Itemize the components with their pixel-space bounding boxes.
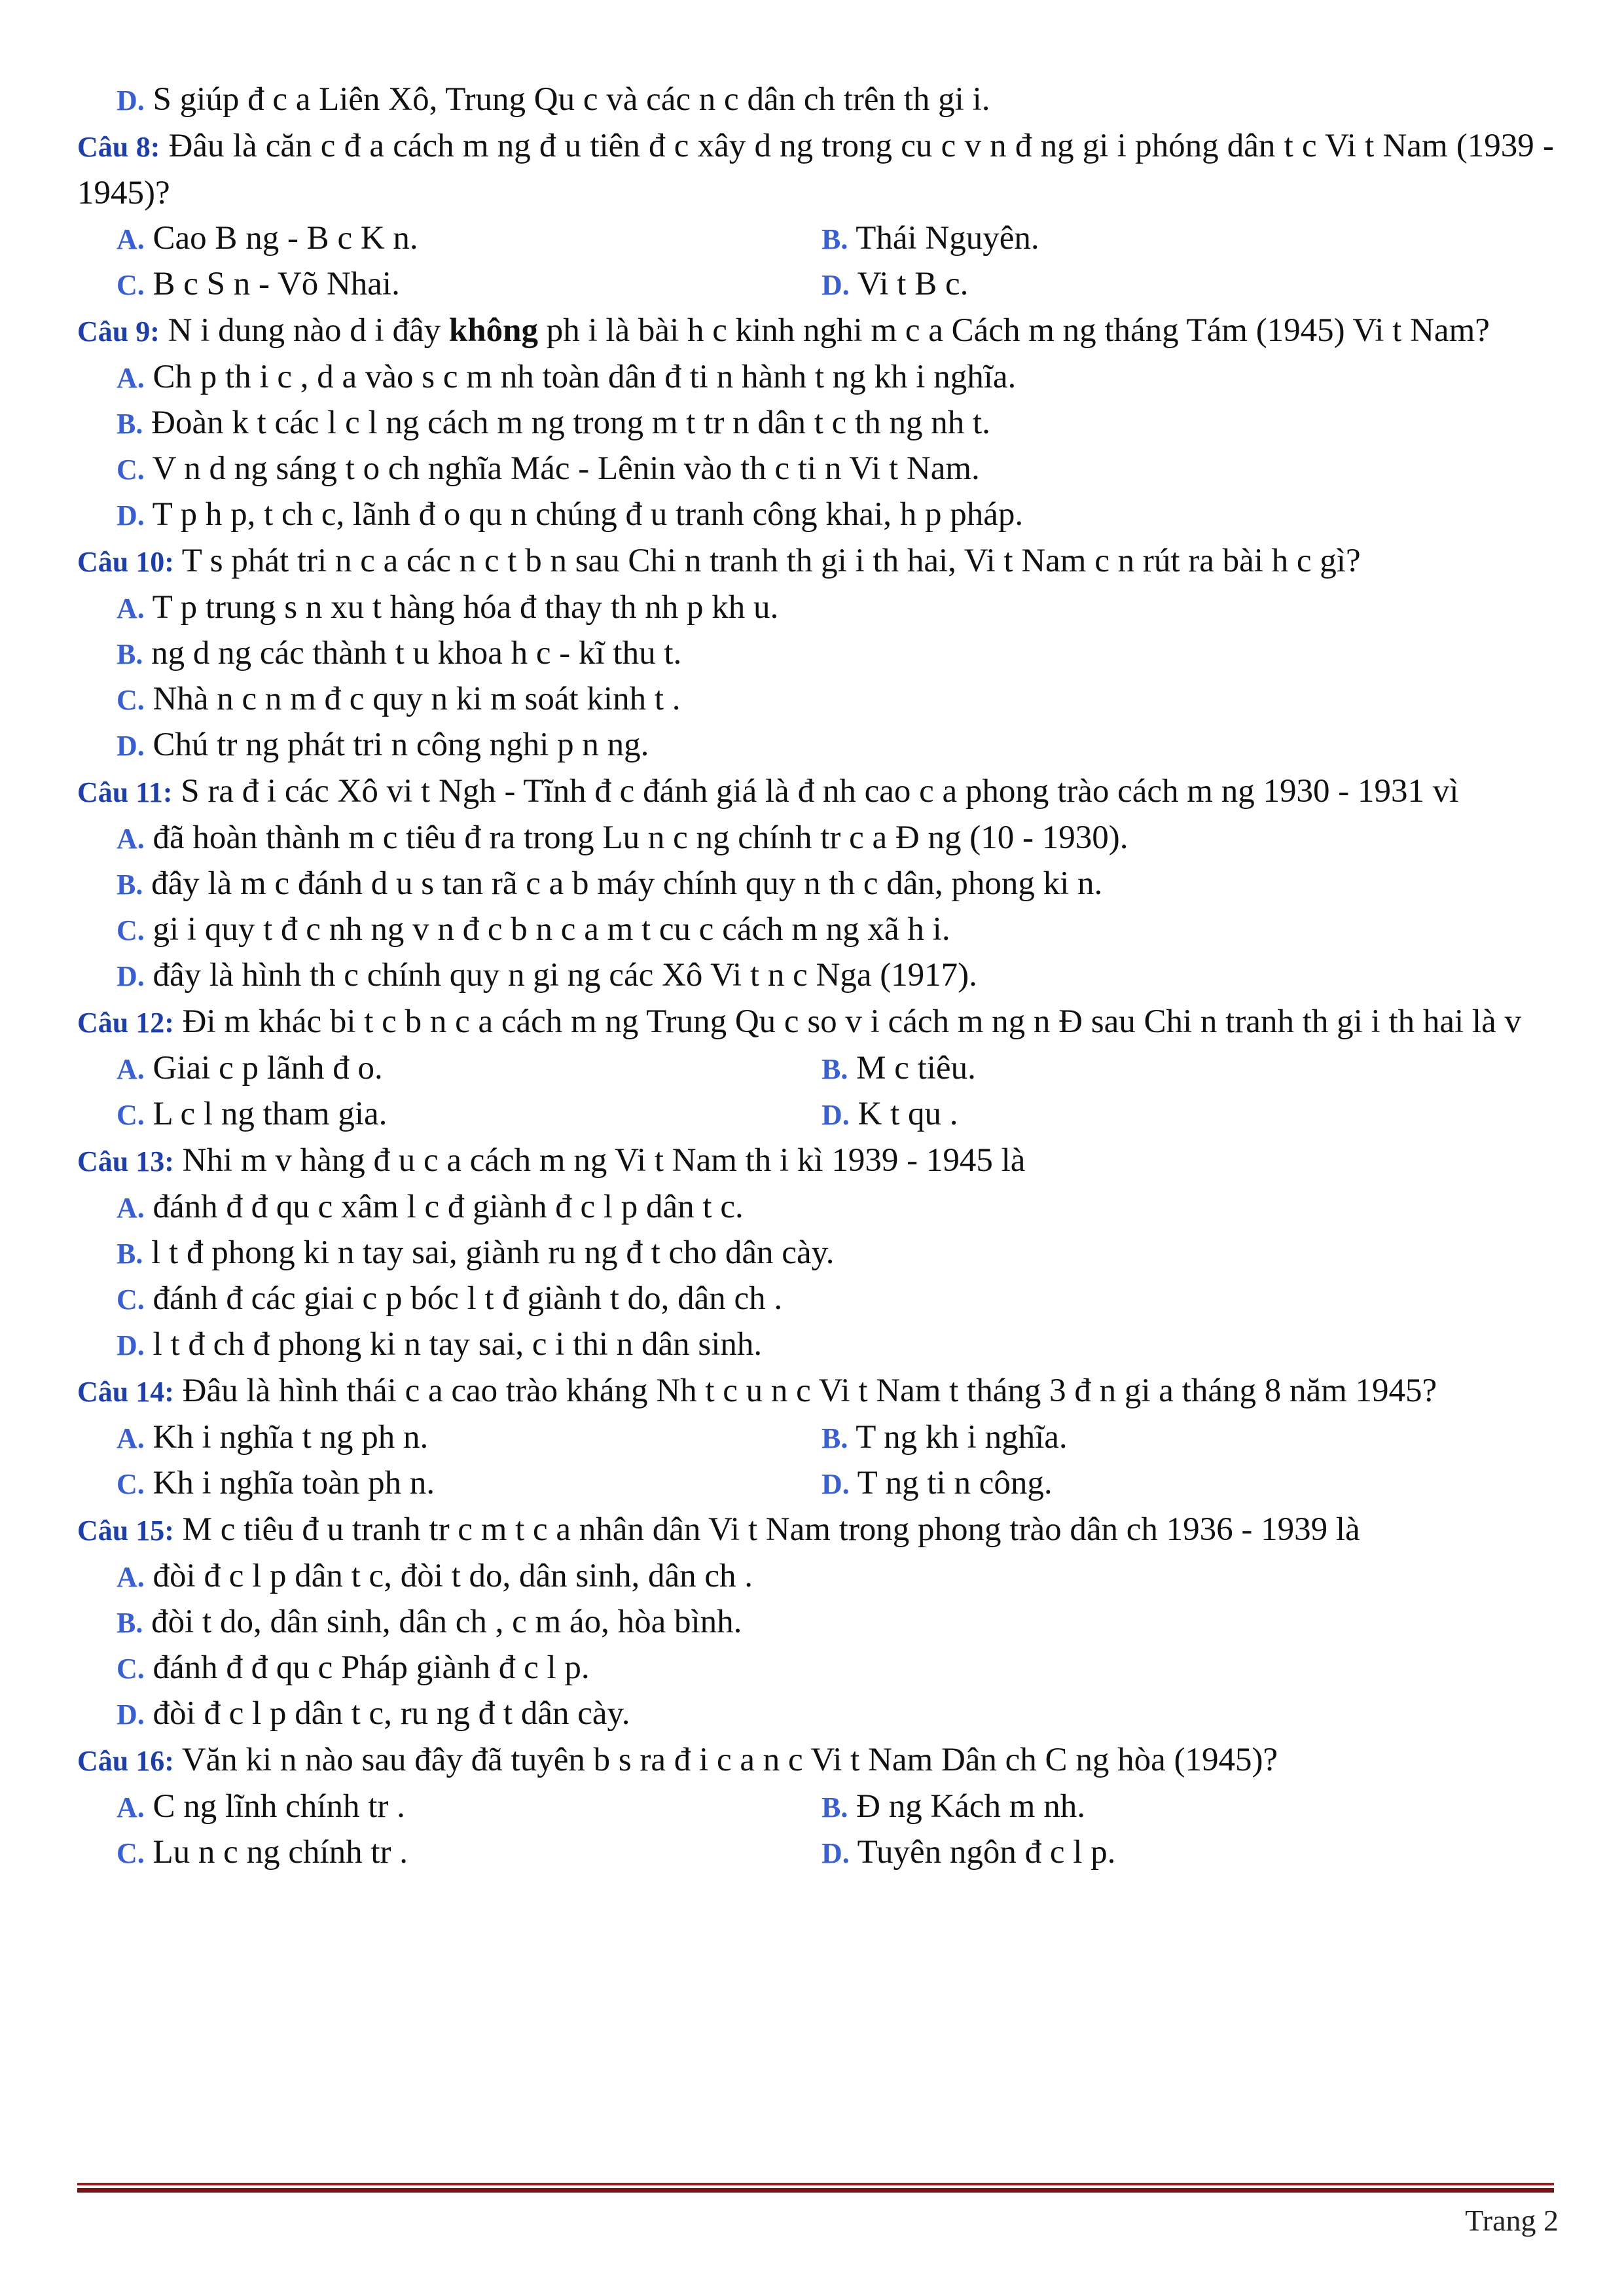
option-d [77,953,1554,999]
option-text: Lu n c ng chính tr . [153,1834,408,1871]
question-label: Câu 10: [77,546,174,578]
option-text: T p trung s n xu t hàng hóa đ thay th nh p kh u. [152,589,779,626]
question-label: Câu 15: [77,1515,174,1547]
option-letter: C. [117,1099,145,1131]
option-text: Giai c p lãnh đ o. [153,1050,383,1086]
option-text: K t qu . [857,1096,958,1132]
option-text: Chú tr ng phát tri n công nghi p n ng. [153,726,649,763]
question-label: Câu 13: [77,1145,174,1177]
page-number: Trang 2 [1465,2204,1559,2237]
option-letter: C. [117,269,145,301]
option-b [821,1415,1554,1461]
option-a [77,585,1554,631]
option-letter: B. [117,1238,143,1270]
option-text: L c l ng tham gia. [153,1096,388,1132]
option-letter: D. [117,1698,145,1731]
options-row [77,1415,1554,1461]
option-text: Cao B ng - B c K n. [153,220,418,257]
option-letter: B. [117,638,143,670]
question-stem [77,1138,1554,1185]
option-letter: D. [821,269,850,301]
option-letter: D. [117,960,145,992]
option-text: T ng ti n công. [857,1465,1053,1501]
options-row [77,1092,1554,1138]
option-c [77,907,1554,953]
option-text: đánh đ đ qu c Pháp giành đ c l p. [153,1649,590,1686]
option-text: đánh đ các giai c p bóc l t đ giành t do, dân ch . [153,1280,783,1317]
option-text: đánh đ đ qu c xâm l c đ giành đ c l p dân t c. [153,1189,744,1225]
option-d [77,1691,1554,1737]
option-text: T ng kh i nghĩa. [856,1419,1068,1456]
option-text: đòi đ c l p dân t c, đòi t do, dân sinh, dân ch . [153,1558,753,1594]
question-text-before: N i dung nào d i đây [168,312,449,349]
question-13 [77,1138,1554,1368]
option-b [821,216,1554,262]
option-c [77,1276,1554,1322]
option-text: Thái Nguyên. [856,220,1039,257]
option-b [77,401,1554,446]
option-letter: C. [117,914,145,946]
options-row [77,1461,1554,1507]
option-text: T p h p, t ch c, lãnh đ o qu n chúng đ u tranh công khai, h p pháp. [152,496,1024,533]
option-letter: D. [821,1837,850,1869]
option-b [77,631,1554,677]
question-label: Câu 9: [77,315,160,348]
option-text: Tuyên ngôn đ c l p. [857,1834,1116,1871]
question-text: M c tiêu đ u tranh tr c m t c a nhân dân Vi t Nam trong phong trào dân ch 1936 - 1939 là [182,1511,1360,1548]
option-c [77,1645,1554,1691]
question-9 [77,308,1554,538]
option-letter: B. [821,1053,848,1085]
question-text: S ra đ i các Xô vi t Ngh - Tĩnh đ c đánh giá là đ nh cao c a phong trào cách m ng 1930 - 1931 vì [181,773,1459,810]
option-d [77,723,1554,768]
option-b [77,861,1554,907]
question-11 [77,768,1554,999]
option-b [77,1600,1554,1645]
question-text: T s phát tri n c a các n c t b n sau Chi n tranh th gi i th hai, Vi t Nam c n rút ra bài h c gì? [181,543,1361,579]
option-letter: A. [117,362,145,394]
option-a [77,1185,1554,1230]
option-letter: A. [117,823,145,855]
exam-page [77,77,1554,1876]
option-a [77,216,821,262]
option-text: ng d ng các thành t u khoa h c - kĩ thu t. [151,635,682,672]
option-text: đòi t do, dân sinh, dân ch , c m áo, hòa bình. [151,1604,742,1640]
option-a [77,816,1554,861]
question-label: Câu 16: [77,1745,174,1777]
option-text: Nhà n c n m đ c quy n ki m soát kinh t . [153,681,681,717]
question-label: Câu 14: [77,1376,174,1408]
option-c [77,262,821,308]
question-8 [77,123,1554,308]
option-letter: D. [821,1468,850,1500]
option-text: Kh i nghĩa toàn ph n. [153,1465,435,1501]
option-letter: C. [117,1653,145,1685]
option-letter: D. [821,1099,850,1131]
option-letter: A. [117,1561,145,1593]
option-text: V n d ng sáng t o ch nghĩa Mác - Lênin vào th c ti n Vi t Nam. [152,450,980,487]
footer-rule-thin [77,2183,1554,2185]
option-text: Đ ng Kách m nh. [856,1788,1085,1825]
option-b [821,1046,1554,1092]
question-text-after: ph i là bài h c kinh nghi m c a Cách m ng tháng Tám (1945) Vi t Nam? [537,312,1490,349]
option-letter: B. [117,869,143,901]
question-stem [77,768,1554,816]
option-d [77,1322,1554,1368]
option-text: gi i quy t đ c nh ng v n đ c b n c a m t cu c cách m ng xã h i. [153,911,950,948]
option-text: M c tiêu. [856,1050,976,1086]
option-d [821,1461,1554,1507]
option-text: l t đ phong ki n tay sai, giành ru ng đ t cho dân cày. [151,1234,835,1271]
option-letter: A. [117,1192,145,1224]
option-text: Đoàn k t các l c l ng cách m ng trong m t tr n dân t c th ng nh t. [151,404,990,441]
question-stem [77,538,1554,585]
option-letter: B. [821,223,848,255]
question-stem [77,1368,1554,1415]
option-d [821,262,1554,308]
option-text: đã hoàn thành m c tiêu đ ra trong Lu n c ng chính tr c a Đ ng (10 - 1930). [153,819,1128,856]
question-text: Đi m khác bi t c b n c a cách m ng Trung Qu c so v i cách m ng n Đ sau Chi n tranh th gi i th hai là v [182,1003,1521,1040]
option-text: đây là m c đánh d u s tan rã c a b máy chính quy n th c dân, phong ki n. [151,865,1103,902]
option-text: Kh i nghĩa t ng ph n. [153,1419,429,1456]
option-d [77,492,1554,538]
options-row [77,1784,1554,1830]
option-text: C ng lĩnh chính tr . [153,1788,405,1825]
option-a [77,1415,821,1461]
option-b [821,1784,1554,1830]
options-row [77,262,1554,308]
footer-divider [77,2183,1554,2196]
question-label: Câu 8: [77,131,160,163]
option-letter: B. [821,1422,848,1454]
option-top-d [77,77,1554,123]
question-15 [77,1507,1554,1737]
option-letter: B. [821,1791,848,1823]
question-14 [77,1368,1554,1507]
option-text: S giúp đ c a Liên Xô, Trung Qu c và các n c dân ch trên th gi i. [153,81,990,118]
question-text-bold: không [448,312,538,349]
question-text: Đâu là hình thái c a cao trào kháng Nh t c u n c Vi t Nam t tháng 3 đ n gi a tháng 8 năm 1945? [182,1372,1437,1409]
question-text: Nhi m v hàng đ u c a cách m ng Vi t Nam th i kì 1939 - 1945 là [182,1142,1026,1179]
option-letter: C. [117,1283,145,1316]
options-row [77,1830,1554,1876]
option-letter: D. [117,1329,145,1361]
option-text: Ch p th i c , d a vào s c m nh toàn dân đ ti n hành t ng kh i nghĩa. [153,359,1017,395]
option-text: đòi đ c l p dân t c, ru ng đ t dân cày. [153,1695,630,1732]
question-label: Câu 12: [77,1007,174,1039]
option-letter: D. [117,499,145,531]
option-c [77,1830,821,1876]
option-c [77,446,1554,492]
option-b [77,1230,1554,1276]
option-a [77,1554,1554,1600]
option-a [77,1046,821,1092]
option-letter: A. [117,1791,145,1823]
option-letter: C. [117,1468,145,1500]
question-stem [77,308,1554,355]
option-letter: A. [117,1422,145,1454]
question-stem [77,999,1554,1046]
option-letter: A. [117,1053,145,1085]
option-letter: D. [117,730,145,762]
question-stem [77,123,1554,216]
question-text: Đâu là căn c đ a cách m ng đ u tiên đ c xây d ng trong cu c v n đ ng gi i phóng dân t c Vi t Nam (1939 - 1945)? [77,128,1555,211]
option-text: B c S n - Võ Nhai. [153,266,400,302]
option-letter: A. [117,223,145,255]
option-d [821,1830,1554,1876]
question-16 [77,1737,1554,1876]
option-letter: C. [117,1837,145,1869]
option-text: l t đ ch đ phong ki n tay sai, c i thi n dân sinh. [153,1326,763,1363]
options-row [77,216,1554,262]
question-12 [77,999,1554,1138]
option-d [821,1092,1554,1138]
option-c [77,1461,821,1507]
option-letter: B. [117,1607,143,1639]
option-letter: A. [117,592,145,624]
option-letter: C. [117,684,145,716]
question-stem [77,1737,1554,1784]
option-text: đây là hình th c chính quy n gi ng các Xô Vi t n c Nga (1917). [153,957,977,994]
question-label: Câu 11: [77,776,173,808]
question-stem [77,1507,1554,1554]
footer-rule-thick [77,2188,1554,2193]
question-text: Văn ki n nào sau đây đã tuyên b s ra đ i c a n c Vi t Nam Dân ch C ng hòa (1945)? [181,1742,1278,1778]
option-text: Vi t B c. [857,266,969,302]
option-c [77,677,1554,723]
option-a [77,355,1554,401]
option-letter: B. [117,408,143,440]
options-row [77,1046,1554,1092]
option-c [77,1092,821,1138]
option-letter: C. [117,454,145,486]
question-10 [77,538,1554,768]
option-a [77,1784,821,1830]
option-letter: D. [117,84,145,117]
